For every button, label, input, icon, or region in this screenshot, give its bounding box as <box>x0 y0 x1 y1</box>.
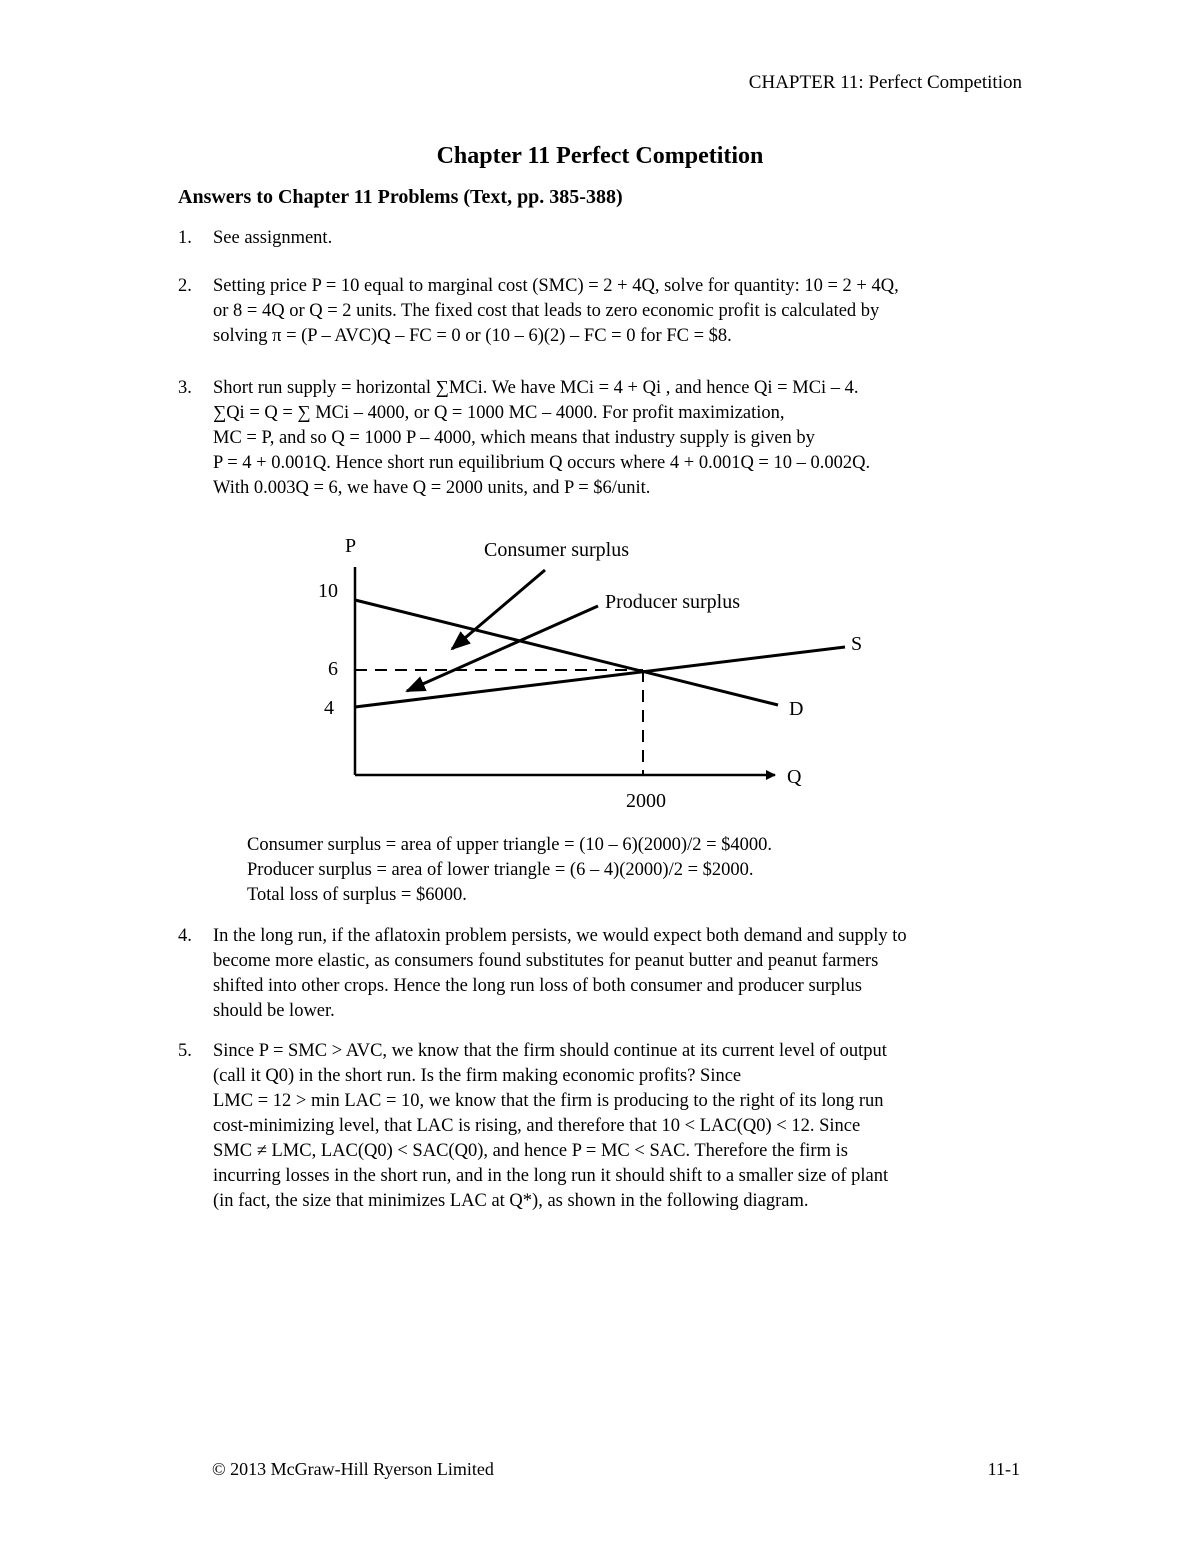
section-subtitle: Answers to Chapter 11 Problems (Text, pp. 385-388) <box>178 186 623 208</box>
item-text-line: cost-minimizing level, that LAC is rising, and therefore that 10 < LAC(Q0) < 12. Since <box>213 1116 861 1136</box>
item-text-line: (call it Q0) in the short run. Is the firm making economic profits? Since <box>213 1066 742 1086</box>
item-text-line: In the long run, if the aflatoxin problem persists, we would expect both demand and supply to <box>213 926 907 946</box>
price-tick-6: 6 <box>328 658 338 680</box>
item-text-line: With 0.003Q = 6, we have Q = 2000 units, and P = $6/unit. <box>213 478 651 498</box>
supply-curve <box>355 647 845 707</box>
item-text-line: or 8 = 4Q or Q = 2 units. The fixed cost that leads to zero economic profit is calculated by <box>213 301 880 321</box>
item-number: 4. <box>178 926 192 946</box>
consumer-surplus-calc: Consumer surplus = area of upper triangle = (10 – 6)(2000)/2 = $4000. <box>247 835 773 855</box>
running-head: CHAPTER 11: Perfect Competition <box>748 72 1022 93</box>
item-text-line: LMC = 12 > min LAC = 10, we know that the firm is producing to the right of its long run <box>213 1091 884 1111</box>
footer-copyright: © 2013 McGraw-Hill Ryerson Limited <box>212 1459 494 1479</box>
footer-page-number: 11-1 <box>987 1459 1020 1479</box>
producer-surplus-calc: Producer surplus = area of lower triangle = (6 – 4)(2000)/2 = $2000. <box>247 860 754 880</box>
total-surplus-loss: Total loss of surplus = $6000. <box>247 885 467 905</box>
price-tick-10: 10 <box>318 580 338 602</box>
item-text-line: become more elastic, as consumers found substitutes for peanut butter and peanut farmers <box>213 951 879 971</box>
supply-label: S <box>851 633 863 655</box>
item-text-line: (in fact, the size that minimizes LAC at Q*), as shown in the following diagram. <box>213 1191 809 1211</box>
item-number: 2. <box>178 276 192 296</box>
answer-item-4 <box>178 924 1028 1024</box>
item-number: 3. <box>178 378 192 398</box>
item-text-line: shifted into other crops. Hence the long run loss of both consumer and producer surplus <box>213 976 862 996</box>
item-number: 5. <box>178 1041 192 1061</box>
surplus-calculations <box>247 833 1027 908</box>
item-text-line: SMC ≠ LMC, LAC(Q0) < SAC(Q0), and hence P = MC < SAC. Therefore the firm is <box>213 1141 848 1161</box>
item-text-line: Setting price P = 10 equal to marginal cost (SMC) = 2 + 4Q, solve for quantity: 10 = 2 + 4Q, <box>213 276 899 296</box>
y-axis-label: P <box>345 535 357 557</box>
item-text-line: MC = P, and so Q = 1000 P – 4000, which means that industry supply is given by <box>213 428 815 448</box>
x-axis-label: Q <box>787 766 802 788</box>
item-text-line: See assignment. <box>213 228 333 248</box>
item-text-line: solving π = (P – AVC)Q – FC = 0 or (10 – 6)(2) – FC = 0 for FC = $8. <box>213 326 732 346</box>
item-text-line: should be lower. <box>213 1001 335 1021</box>
item-number: 1. <box>178 228 192 248</box>
quantity-tick-2000: 2000 <box>626 790 666 812</box>
item-text-line: P = 4 + 0.001Q. Hence short run equilibrium Q occurs where 4 + 0.001Q = 10 – 0.002Q. <box>213 453 871 473</box>
producer-surplus-label: Producer surplus <box>605 591 740 613</box>
item-text-line: incurring losses in the short run, and in the long run it should shift to a smaller size of plant <box>213 1166 889 1186</box>
item-text-line: Short run supply = horizontal ∑MCi. We have MCi = 4 + Qi , and hence Qi = MCi – 4. <box>213 378 859 398</box>
demand-label: D <box>789 698 804 720</box>
item-text-line: Since P = SMC > AVC, we know that the firm should continue at its current level of output <box>213 1041 887 1061</box>
demand-curve <box>355 600 778 705</box>
page-title: Chapter 11 Perfect Competition <box>436 143 764 169</box>
item-text-line: ∑Qi = Q = ∑ MCi – 4000, or Q = 1000 MC – 4000. For profit maximization, <box>213 403 785 423</box>
price-tick-4: 4 <box>324 697 334 719</box>
consumer-surplus-label: Consumer surplus <box>484 539 629 561</box>
answer-item-5 <box>178 1039 1028 1214</box>
